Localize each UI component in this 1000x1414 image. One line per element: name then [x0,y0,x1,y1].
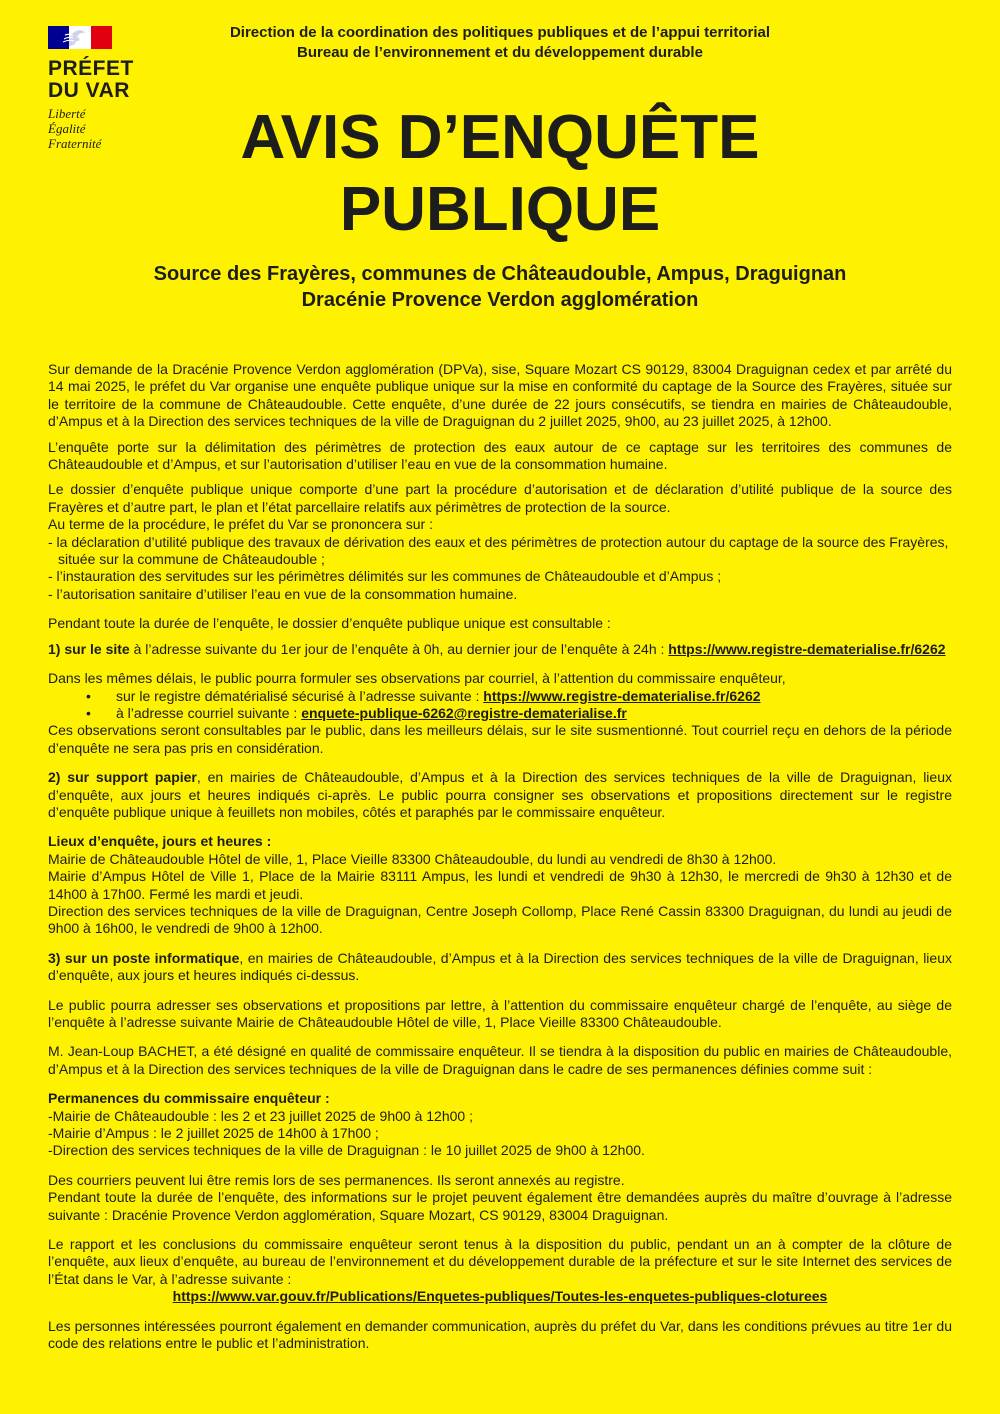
republic-motto: Liberté Égalité Fraternité [48,106,102,151]
commissaire-paragraph: M. Jean-Loup BACHET, a été désigné en qualité de commissaire enquêteur. Il se tiendra à la disposition du public en mairies de Châteaudouble, d’Ampus et à la Direction des services techniques de la ville de Draguignan dans le cadre de ses permanences définies comme suit : [48,1043,952,1077]
terme-item: située sur la commune de Châteaudouble ; [58,551,325,568]
lieu-item: Mairie de Châteaudouble Hôtel de ville, 1, Place Vieille 83300 Châteaudouble, du lundi au vendredi de 8h30 à 12h00. [48,850,777,867]
dossier-paragraph: Le dossier d’enquête publique unique comporte d’une part la procédure d’autorisation et de déclaration d’utilité publique de la source des Frayères et d’autre part, le plan et l’état parcellaire relatifs aux périmètres de protection de la source. [48,481,952,515]
observations-paragraph: Ces observations seront consultables par le public, dans les meilleurs délais, sur le site susmentionné. Tout courriel reçu en dehors de la période d’enquête ne sera pas pris en considération. [48,722,952,756]
permanence-item: -Direction des services techniques de la ville de Draguignan : le 10 juillet 2025 de 9h00 à 12h00. [48,1142,645,1159]
bullet-icon: • [86,687,91,704]
delais-paragraph: Dans les mêmes délais, le public pourra formuler ses observations par courriel, à l’attention du commissaire enquêteur, [48,670,786,687]
registre-link[interactable]: https://www.registre-dematerialise.fr/6262 [483,687,761,704]
permanence-item: -Mairie d’Ampus : le 2 juillet 2025 de 14h00 à 17h00 ; [48,1125,379,1142]
notice-body [48,361,952,1353]
permanence-item: -Mairie de Châteaudouble : les 2 et 23 juillet 2025 de 9h00 à 12h00 ; [48,1107,473,1124]
objet-paragraph: L’enquête porte sur la délimitation des périmètres de protection des eaux autour de ce captage sur les territoires des communes de Châteaudouble et d’Ampus, et sur l’autorisation d’utiliser l’eau en vue de la consommation humaine. [48,438,952,473]
email-link[interactable]: enquete-publique-6262@registre-dematerialise.fr [301,704,627,721]
header-direction: Direction de la coordination des politiques publiques et de l’appui territorial [229,24,771,41]
registre-link[interactable]: https://www.registre-dematerialise.fr/6262 [668,640,946,657]
rapport-link-line [48,1288,952,1305]
list-item: • sur le registre dématérialisé sécurisé à l’adresse suivante : https://www.registre-dematerialise.fr/6262 [48,688,952,705]
terme-item: - l’instauration des servitudes sur les périmètres délimités sur les communes de Châteaudouble et d’Ampus ; [48,568,722,585]
papier-paragraph: 2) sur support papier, en mairies de Châteaudouble, d’Ampus et à la Direction des services techniques de la ville de Draguignan, lieux d’enquête, aux jours et heures indiqués ci-après. Le public pourra consigner ses observations et propositions directement sur le registre d’enquête publique unique à feuillets non mobiles, côtés et paraphés par le commissaire enquêteur. [48,769,952,820]
header-bureau: Bureau de l’environnement et du développement durable [297,44,703,61]
terme-paragraph: Au terme de la procédure, le préfet du Var se prononcera sur : [48,516,433,533]
consultable-paragraph: Pendant toute la durée de l’enquête, le dossier d’enquête publique unique est consultable : [48,615,611,632]
lettre-paragraph: Le public pourra adresser ses observations et propositions par lettre, à l’attention du commissaire enquêteur chargé de l’enquête, au siège de l’enquête à l’adresse suivante Mairie de Châteaudouble Hôtel de ville, 1, Place Vieille 83300 Châteaudouble. [48,996,952,1030]
lieux-heading: Lieux d’enquête, jours et heures : [48,833,272,850]
terme-item: - la déclaration d’utilité publique des travaux de dérivation des eaux et des périmètres de protection autour du captage de la source des Frayères, [48,533,949,550]
bullet-icon: • [86,704,91,721]
courriers-paragraph: Des courriers peuvent lui être remis lors de ses permanences. Ils seront annexés au registre. [48,1171,625,1188]
lieu-item: Direction des services techniques de la ville de Draguignan, Centre Joseph Collomp, Place René Cassin 83300 Draguignan, du lundi au jeudi de 9h00 à 16h00, le vendredi de 9h00 à 12h00. [48,902,952,937]
rapport-paragraph: Le rapport et les conclusions du commissaire enquêteur seront tenus à la disposition du public, pendant un an à compter de la clôture de l’enquête, aux lieux d’enquête, au bureau de l’environnement et du développement durable de la préfecture et sur le site Internet des services de l’État dans le Var, à l’adresse suivante : [48,1236,952,1287]
site-paragraph: 1) sur le site à l’adresse suivante du 1er jour de l’enquête à 0h, au dernier jour de l’enquête à 24h : https://www.registre-dematerialise.fr/6262 [48,640,946,657]
var-gouv-link[interactable]: https://www.var.gouv.fr/Publications/Enquetes-publiques/Toutes-les-enquetes-publiques-cloturees [172,1288,828,1305]
communication-paragraph: Les personnes intéressées pourront également en demander communication, auprès du préfet du Var, dans les conditions prévues au titre 1er du code des relations entre le public et l’administration. [48,1317,952,1352]
list-item: • à l’adresse courriel suivante : enquete-publique-6262@registre-dematerialise.fr [48,705,952,722]
intro-paragraph: Sur demande de la Dracénie Provence Verdon agglomération (DPVa), sise, Square Mozart CS 90129, 83004 Draguignan cedex et par arrêté du 14 mai 2025, le préfet du Var organise une enquête publique unique sur la mise en conformité du captage de la Source des Frayères, située sur le territoire de la commune de Châteaudouble. Cette enquête, d’une durée de 22 jours consécutifs, se tiendra en mairies de Châteaudouble, d’Ampus et à la Direction des services techniques de la ville de Draguignan du 2 juillet 2025, 9h00, au 23 juillet 2025, à 12h00. [48,361,952,430]
terme-item: - l’autorisation sanitaire d’utiliser l’eau en vue de la consommation humaine. [48,585,518,602]
page-subtitle: Source des Frayères, communes de Châteaudouble, Ampus, Draguignan Dracénie Provence Verdon agglomération [153,263,847,311]
poste-paragraph: 3) sur un poste informatique, en mairies de Châteaudouble, d’Ampus et à la Direction des services techniques de la ville de Draguignan, lieux d’enquête, aux jours et heures indiqués ci-dessus. [48,949,952,984]
page-title: AVIS D’ENQUÊTE PUBLIQUE [240,103,760,244]
prefet-title: PRÉFET DU VAR [48,57,134,102]
informations-paragraph: Pendant toute la durée de l’enquête, des informations sur le projet peuvent également être demandées auprès du maître d’ouvrage à l’adresse suivante : Dracénie Provence Verdon agglomération, Square Mozart, CS 90129, 83004 Draguignan. [48,1189,952,1223]
permanences-heading: Permanences du commissaire enquêteur : [48,1090,330,1107]
lieu-item: Mairie d’Ampus Hôtel de Ville 1, Place de la Mairie 83111 Ampus, les lundi et vendredi de 9h30 à 12h30, le mercredi de 9h30 à 12h30 et de 14h00 à 17h00. Fermé les mardi et jeudi. [48,868,952,902]
